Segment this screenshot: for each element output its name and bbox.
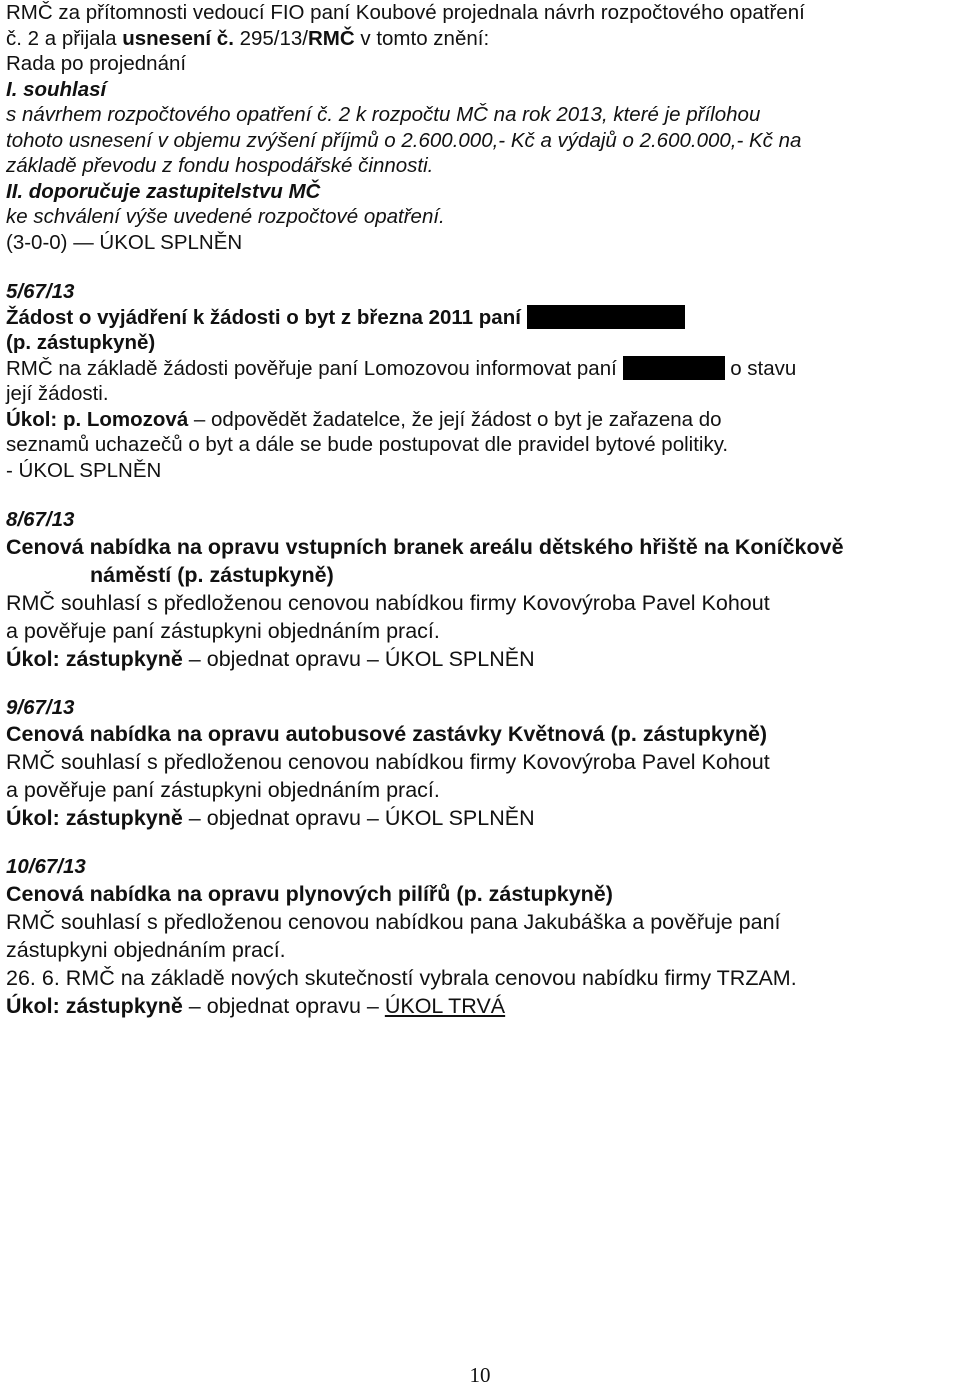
item-body: její žádosti. <box>6 382 109 405</box>
redacted-name <box>527 305 685 329</box>
task-status-pending: ÚKOL TRVÁ <box>384 993 506 1018</box>
item-number: 10/67/13 <box>6 855 86 878</box>
item-task: Úkol: zástupkyně – objednat opravu – ÚKOL SPLNĚN <box>6 806 535 830</box>
vote-status: (3-0-0) — ÚKOL SPLNĚN <box>6 230 243 254</box>
intro-line: Rada po projednání <box>6 52 187 75</box>
item-title: Cenová nabídka na opravu plynových pilířů (p. zástupkyně) <box>6 881 613 906</box>
item-body: RMČ souhlasí s předloženou cenovou nabídkou pana Jakubáška a pověřuje paní <box>6 909 781 934</box>
item-body: zástupkyni objednáním prací. <box>6 937 286 962</box>
spacer <box>6 673 954 695</box>
spacer <box>6 832 954 854</box>
intro-line: RMČ za přítomnosti vedoucí FIO paní Koubové projednala návrh rozpočtového opatření <box>6 1 805 24</box>
agenda-item-9 <box>6 695 954 833</box>
item-title-cont: (p. zástupkyně) <box>6 331 156 354</box>
item-body: RMČ souhlasí s předloženou cenovou nabídkou firmy Kovovýroba Pavel Kohout <box>6 590 770 615</box>
item-body: 26. 6. RMČ na základě nových skutečností vybrala cenovou nabídku firmy TRZAM. <box>6 965 797 990</box>
resolution-point-heading: I. souhlasí <box>6 77 107 101</box>
item-task: Úkol: zástupkyně – objednat opravu – ÚKOL SPLNĚN <box>6 646 535 671</box>
item-task: Úkol: p. Lomozová – odpovědět žadatelce, že její žádost o byt je zařazena do <box>6 407 722 431</box>
agenda-item-10 <box>6 854 954 1020</box>
resolution-text: ke schválení výše uvedené rozpočtové opatření. <box>6 205 445 228</box>
spacer <box>6 255 954 279</box>
resolution-point-heading: II. doporučuje zastupitelstvu MČ <box>6 179 321 203</box>
item-number: 9/67/13 <box>6 695 75 719</box>
item-title-cont: náměstí (p. zástupkyně) <box>90 562 334 587</box>
item-title: Cenová nabídka na opravu autobusové zastávky Květnová (p. zástupkyně) <box>6 722 768 746</box>
resolution-text: s návrhem rozpočtového opatření č. 2 k rozpočtu MČ na rok 2013, které je přílohou <box>6 103 761 126</box>
resolution-label: usnesení č. <box>122 26 234 50</box>
item-title: Cenová nabídka na opravu vstupních branek areálu dětského hřiště na Koníčkově <box>6 534 844 559</box>
item-body: a pověřuje paní zástupkyni objednáním prací. <box>6 618 440 643</box>
item-body: RMČ souhlasí s předloženou cenovou nabídkou firmy Kovovýroba Pavel Kohout <box>6 750 770 774</box>
item-number: 5/67/13 <box>6 280 75 303</box>
item-task: Úkol: zástupkyně – objednat opravu – ÚKOL TRVÁ <box>6 993 506 1018</box>
item-title: Žádost o vyjádření k žádosti o byt z března 2011 paní <box>6 305 954 331</box>
item-status: - ÚKOL SPLNĚN <box>6 458 162 482</box>
redacted-name <box>623 356 725 380</box>
item-body: a pověřuje paní zástupkyni objednáním prací. <box>6 778 440 802</box>
item-number: 8/67/13 <box>6 508 75 531</box>
intro-line-resolution: č. 2 a přijala usnesení č. 295/13/RMČ v tomto znění: <box>6 26 490 50</box>
item-task: seznamů uchazečů o byt a dále se bude postupovat dle pravidel bytové politiky. <box>6 433 729 456</box>
resolution-text: tohoto usnesení v objemu zvýšení příjmů o 2.600.000,- Kč a výdajů o 2.600.000,- Kč na <box>6 128 802 152</box>
resolution-text: základě převodu z fondu hospodářské činnosti. <box>6 154 434 177</box>
agenda-item-5 <box>6 279 954 483</box>
document-page <box>6 0 954 1020</box>
item-body: RMČ na základě žádosti pověřuje paní Lomozovou informovat paní o stavu <box>6 356 797 380</box>
budget-resolution-section <box>6 0 954 255</box>
agenda-item-8 <box>6 507 954 673</box>
spacer <box>6 483 954 507</box>
page-number: 10 <box>469 1363 491 1387</box>
